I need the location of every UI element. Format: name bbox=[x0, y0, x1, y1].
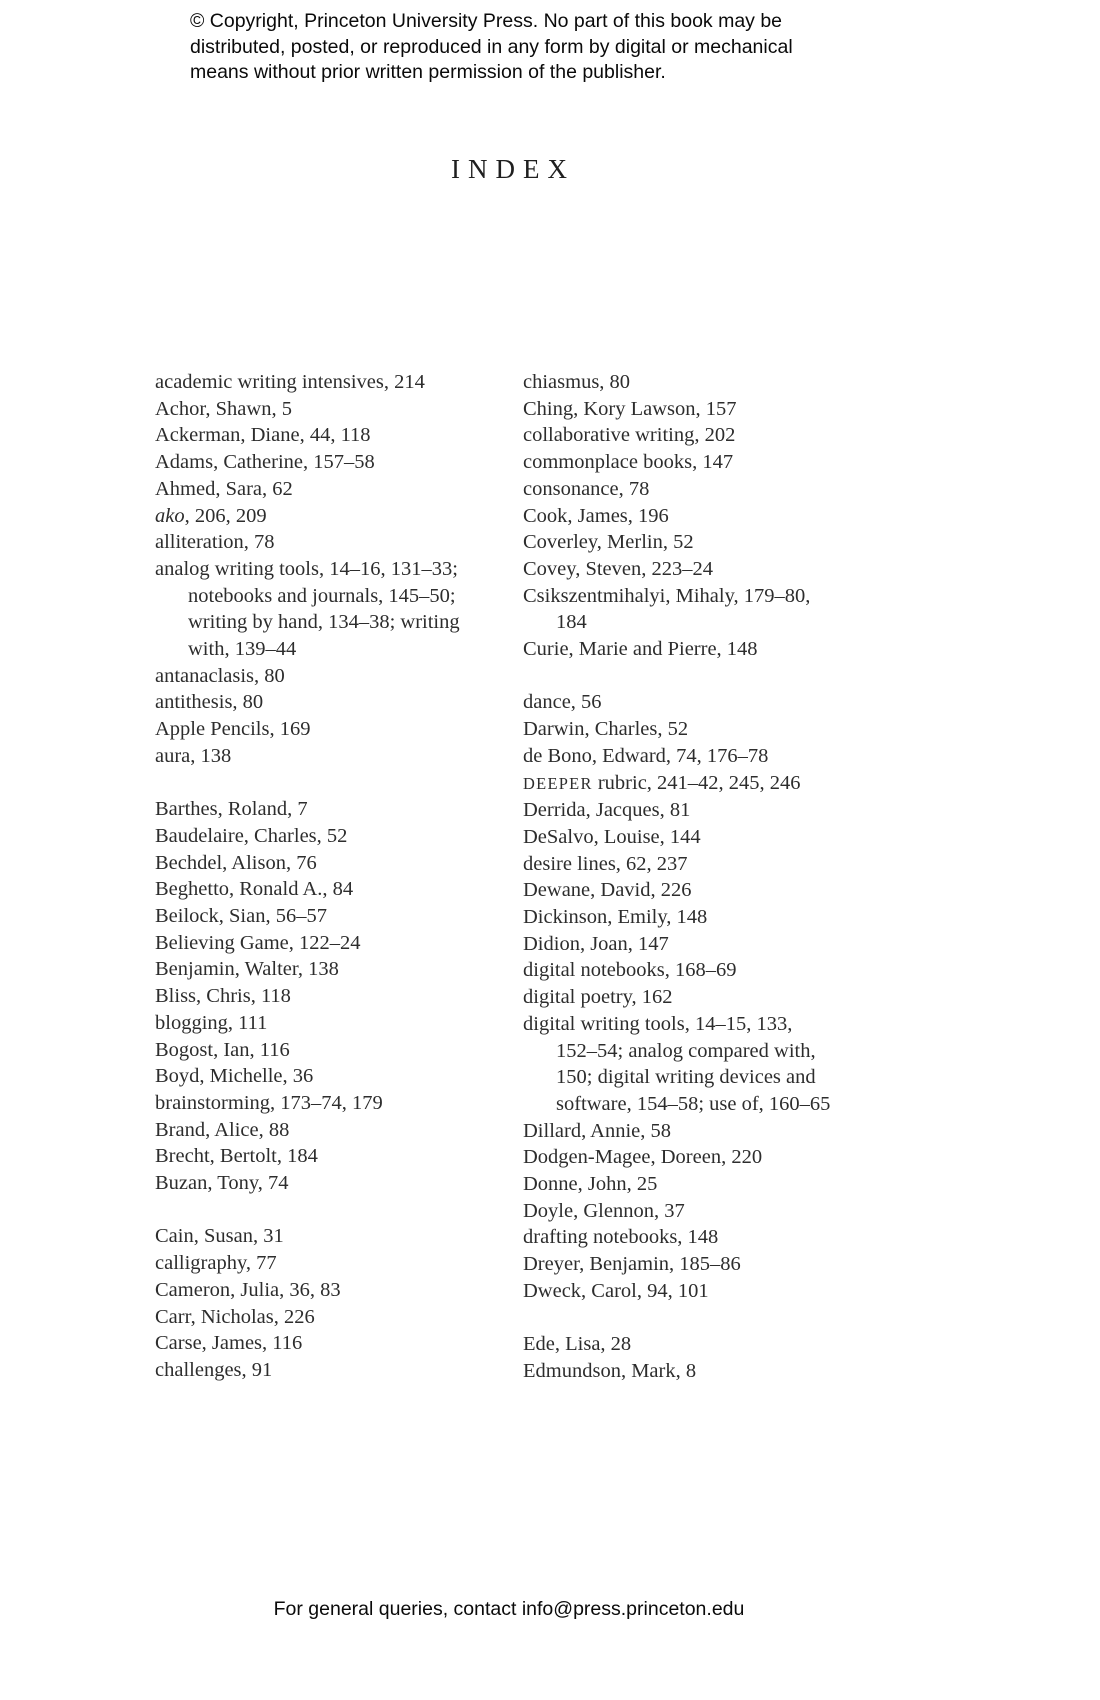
index-entry-line: Carse, James, 116 bbox=[155, 1332, 303, 1355]
index-entry bbox=[155, 449, 523, 476]
index-entry-line: academic writing intensives, 214 bbox=[155, 371, 425, 393]
footer-contact: For general queries, contact info@press.princeton.edu bbox=[273, 1598, 745, 1620]
index-entry-line: Covey, Steven, 223–24 bbox=[523, 557, 713, 580]
index-entry bbox=[523, 716, 891, 743]
index-entry bbox=[155, 1304, 523, 1331]
index-entry bbox=[155, 1010, 523, 1037]
index-entry bbox=[523, 1358, 891, 1385]
index-entry bbox=[523, 1251, 891, 1278]
index-entry-runover-line: writing by hand, 134–38; writing bbox=[188, 611, 460, 634]
index-letter-group bbox=[523, 689, 891, 1304]
index-entry-line: digital poetry, 162 bbox=[523, 986, 673, 1009]
index-entry-line: analog writing tools, 14–16, 131–33; bbox=[155, 557, 458, 580]
index-entry bbox=[155, 1357, 523, 1384]
copyright-line: means without prior written permission of the publisher. bbox=[190, 61, 666, 83]
index-entry bbox=[155, 716, 523, 743]
index-entry bbox=[523, 556, 891, 583]
index-entry bbox=[155, 396, 523, 423]
index-entry bbox=[523, 797, 891, 824]
index-entry bbox=[523, 449, 891, 476]
index-entry-line: aura, 138 bbox=[155, 744, 232, 767]
index-letter-group bbox=[155, 1223, 523, 1383]
index-entry-line: Dodgen-Magee, Doreen, 220 bbox=[523, 1146, 763, 1169]
index-entry bbox=[155, 1037, 523, 1064]
index-entry bbox=[523, 476, 891, 503]
index-entry-line: Cain, Susan, 31 bbox=[155, 1225, 284, 1248]
index-entry bbox=[523, 824, 891, 851]
index-entry-line: Csikszentmihalyi, Mihaly, 179–80, bbox=[523, 584, 811, 607]
index-entry bbox=[523, 984, 891, 1011]
index-entry-line: Baudelaire, Charles, 52 bbox=[155, 824, 348, 847]
index-entry bbox=[155, 1143, 523, 1170]
index-entry bbox=[523, 904, 891, 931]
index-entry-line: Ede, Lisa, 28 bbox=[523, 1333, 632, 1356]
index-entry-line: Benjamin, Walter, 138 bbox=[155, 958, 339, 981]
index-entry bbox=[155, 796, 523, 823]
index-entry-line: collaborative writing, 202 bbox=[523, 424, 736, 447]
index-entry-line: Boyd, Michelle, 36 bbox=[155, 1065, 314, 1088]
index-entry-line: Barthes, Roland, 7 bbox=[155, 798, 308, 821]
index-entry bbox=[523, 583, 891, 636]
copyright-notice bbox=[190, 9, 793, 86]
index-entry bbox=[155, 529, 523, 556]
index-entry-line: calligraphy, 77 bbox=[155, 1252, 277, 1275]
index-entry-line: Dickinson, Emily, 148 bbox=[523, 906, 708, 929]
index-entry bbox=[155, 422, 523, 449]
index-column-right bbox=[523, 369, 891, 1385]
index-entry bbox=[523, 1331, 891, 1358]
index-entry-line: digital writing tools, 14–15, 133, bbox=[523, 1012, 793, 1035]
index-column-left bbox=[155, 369, 523, 1385]
index-entry-line: Bechdel, Alison, 76 bbox=[155, 851, 317, 874]
index-entry bbox=[155, 903, 523, 930]
index-columns bbox=[155, 369, 891, 1385]
index-entry bbox=[155, 476, 523, 503]
index-entry bbox=[155, 1223, 523, 1250]
index-entry-line: Ahmed, Sara, 62 bbox=[155, 477, 293, 500]
index-entry-line: blogging, 111 bbox=[155, 1011, 268, 1034]
index-entry-line: Dweck, Carol, 94, 101 bbox=[523, 1279, 709, 1302]
index-entry bbox=[523, 396, 891, 423]
index-entry-line: Curie, Marie and Pierre, 148 bbox=[523, 638, 758, 661]
index-entry-line: ako, 206, 209 bbox=[155, 504, 267, 527]
index-entry-term: DEEPER bbox=[523, 773, 593, 793]
index-entry bbox=[523, 1171, 891, 1198]
index-entry bbox=[155, 1090, 523, 1117]
index-entry bbox=[523, 1224, 891, 1251]
index-entry bbox=[523, 877, 891, 904]
index-entry bbox=[155, 369, 523, 396]
index-entry bbox=[523, 931, 891, 958]
index-entry-line: brainstorming, 173–74, 179 bbox=[155, 1091, 383, 1114]
index-entry bbox=[523, 422, 891, 449]
index-entry-term: ako bbox=[155, 504, 185, 527]
copyright-line: distributed, posted, or reproduced in any form by digital or mechanical bbox=[190, 35, 793, 58]
index-entry-line: Buzan, Tony, 74 bbox=[155, 1172, 289, 1195]
index-entry bbox=[155, 1117, 523, 1144]
index-entry bbox=[523, 1011, 891, 1118]
index-entry-line: consonance, 78 bbox=[523, 477, 650, 500]
copyright-line: © Copyright, Princeton University Press. No part of this book may be bbox=[190, 10, 783, 32]
index-entry bbox=[155, 876, 523, 903]
index-entry-line: Dillard, Annie, 58 bbox=[523, 1119, 672, 1142]
index-entry-runover-line: notebooks and journals, 145–50; bbox=[188, 584, 456, 607]
index-entry-line: dance, 56 bbox=[523, 691, 602, 714]
index-entry bbox=[523, 957, 891, 984]
index-entry bbox=[523, 1144, 891, 1171]
index-entry bbox=[155, 743, 523, 770]
index-entry bbox=[155, 930, 523, 957]
index-entry bbox=[155, 956, 523, 983]
index-entry-line: Cameron, Julia, 36, 83 bbox=[155, 1278, 341, 1301]
index-entry-line: Adams, Catherine, 157–58 bbox=[155, 451, 375, 474]
index-entry bbox=[523, 743, 891, 770]
index-entry-runover-line: 184 bbox=[556, 611, 587, 634]
index-entry bbox=[523, 503, 891, 530]
index-entry bbox=[155, 823, 523, 850]
index-letter-group bbox=[155, 796, 523, 1197]
index-entry-line: chiasmus, 80 bbox=[523, 371, 631, 393]
index-entry-line: Achor, Shawn, 5 bbox=[155, 397, 292, 420]
index-entry-line: de Bono, Edward, 74, 176–78 bbox=[523, 744, 769, 767]
index-entry bbox=[155, 503, 523, 530]
index-entry-line: drafting notebooks, 148 bbox=[523, 1226, 719, 1249]
index-entry bbox=[155, 1277, 523, 1304]
index-entry-line: Ackerman, Diane, 44, 118 bbox=[155, 424, 371, 447]
index-entry-line: commonplace books, 147 bbox=[523, 451, 734, 474]
index-entry-line: Didion, Joan, 147 bbox=[523, 932, 669, 955]
index-entry bbox=[155, 1170, 523, 1197]
index-entry bbox=[523, 1198, 891, 1225]
index-entry-runover-line: with, 139–44 bbox=[188, 638, 297, 661]
index-entry-line: Doyle, Glennon, 37 bbox=[523, 1199, 685, 1222]
index-entry-line: antanaclasis, 80 bbox=[155, 664, 285, 687]
index-entry-line: Donne, John, 25 bbox=[523, 1173, 658, 1196]
index-entry bbox=[523, 369, 891, 396]
index-entry bbox=[523, 529, 891, 556]
index-entry-line: Ching, Kory Lawson, 157 bbox=[523, 397, 737, 420]
index-entry bbox=[523, 636, 891, 663]
index-entry bbox=[523, 1118, 891, 1145]
index-letter-group bbox=[155, 369, 523, 770]
index-entry-runover-line: 150; digital writing devices and bbox=[556, 1066, 816, 1089]
index-entry-line: digital notebooks, 168–69 bbox=[523, 959, 737, 982]
index-entry bbox=[523, 1278, 891, 1305]
index-entry bbox=[155, 556, 523, 663]
index-entry-line: Beilock, Sian, 56–57 bbox=[155, 905, 327, 928]
index-entry-line: Dreyer, Benjamin, 185–86 bbox=[523, 1253, 741, 1276]
index-entry-line: Bliss, Chris, 118 bbox=[155, 985, 291, 1008]
index-entry-line: Brand, Alice, 88 bbox=[155, 1118, 290, 1141]
index-entry bbox=[155, 1330, 523, 1357]
index-entry-line: DEEPER rubric, 241–42, 245, 246 bbox=[523, 771, 801, 794]
index-entry bbox=[155, 663, 523, 690]
index-entry-line: Cook, James, 196 bbox=[523, 504, 669, 527]
index-entry bbox=[523, 689, 891, 716]
index-entry-line: challenges, 91 bbox=[155, 1358, 273, 1381]
index-entry bbox=[523, 770, 891, 798]
index-entry-line: Darwin, Charles, 52 bbox=[523, 718, 689, 741]
index-entry-runover-line: software, 154–58; use of, 160–65 bbox=[556, 1092, 831, 1115]
index-entry-line: Beghetto, Ronald A., 84 bbox=[155, 878, 354, 901]
index-entry-runover-line: 152–54; analog compared with, bbox=[556, 1039, 816, 1062]
index-entry-line: Carr, Nicholas, 226 bbox=[155, 1305, 315, 1328]
index-entry-line: alliteration, 78 bbox=[155, 531, 275, 554]
index-entry-line: desire lines, 62, 237 bbox=[523, 852, 688, 875]
index-entry-line: Dewane, David, 226 bbox=[523, 879, 692, 902]
index-entry-line: Edmundson, Mark, 8 bbox=[523, 1359, 697, 1382]
index-entry-line: Brecht, Bertolt, 184 bbox=[155, 1145, 318, 1168]
index-letter-group bbox=[523, 1331, 891, 1384]
index-entry bbox=[155, 850, 523, 877]
index-entry-line: Apple Pencils, 169 bbox=[155, 718, 311, 741]
index-entry-line: Bogost, Ian, 116 bbox=[155, 1038, 290, 1061]
index-entry-line: Believing Game, 122–24 bbox=[155, 931, 361, 954]
index-entry-line: DeSalvo, Louise, 144 bbox=[523, 825, 701, 848]
index-entry-line: antithesis, 80 bbox=[155, 691, 264, 714]
page-title: INDEX bbox=[451, 154, 575, 184]
index-entry bbox=[155, 1063, 523, 1090]
index-letter-group bbox=[523, 369, 891, 663]
index-entry-line: Coverley, Merlin, 52 bbox=[523, 531, 694, 554]
index-entry bbox=[523, 851, 891, 878]
index-entry bbox=[155, 1250, 523, 1277]
index-entry-line: Derrida, Jacques, 81 bbox=[523, 799, 691, 822]
index-entry bbox=[155, 689, 523, 716]
index-entry bbox=[155, 983, 523, 1010]
